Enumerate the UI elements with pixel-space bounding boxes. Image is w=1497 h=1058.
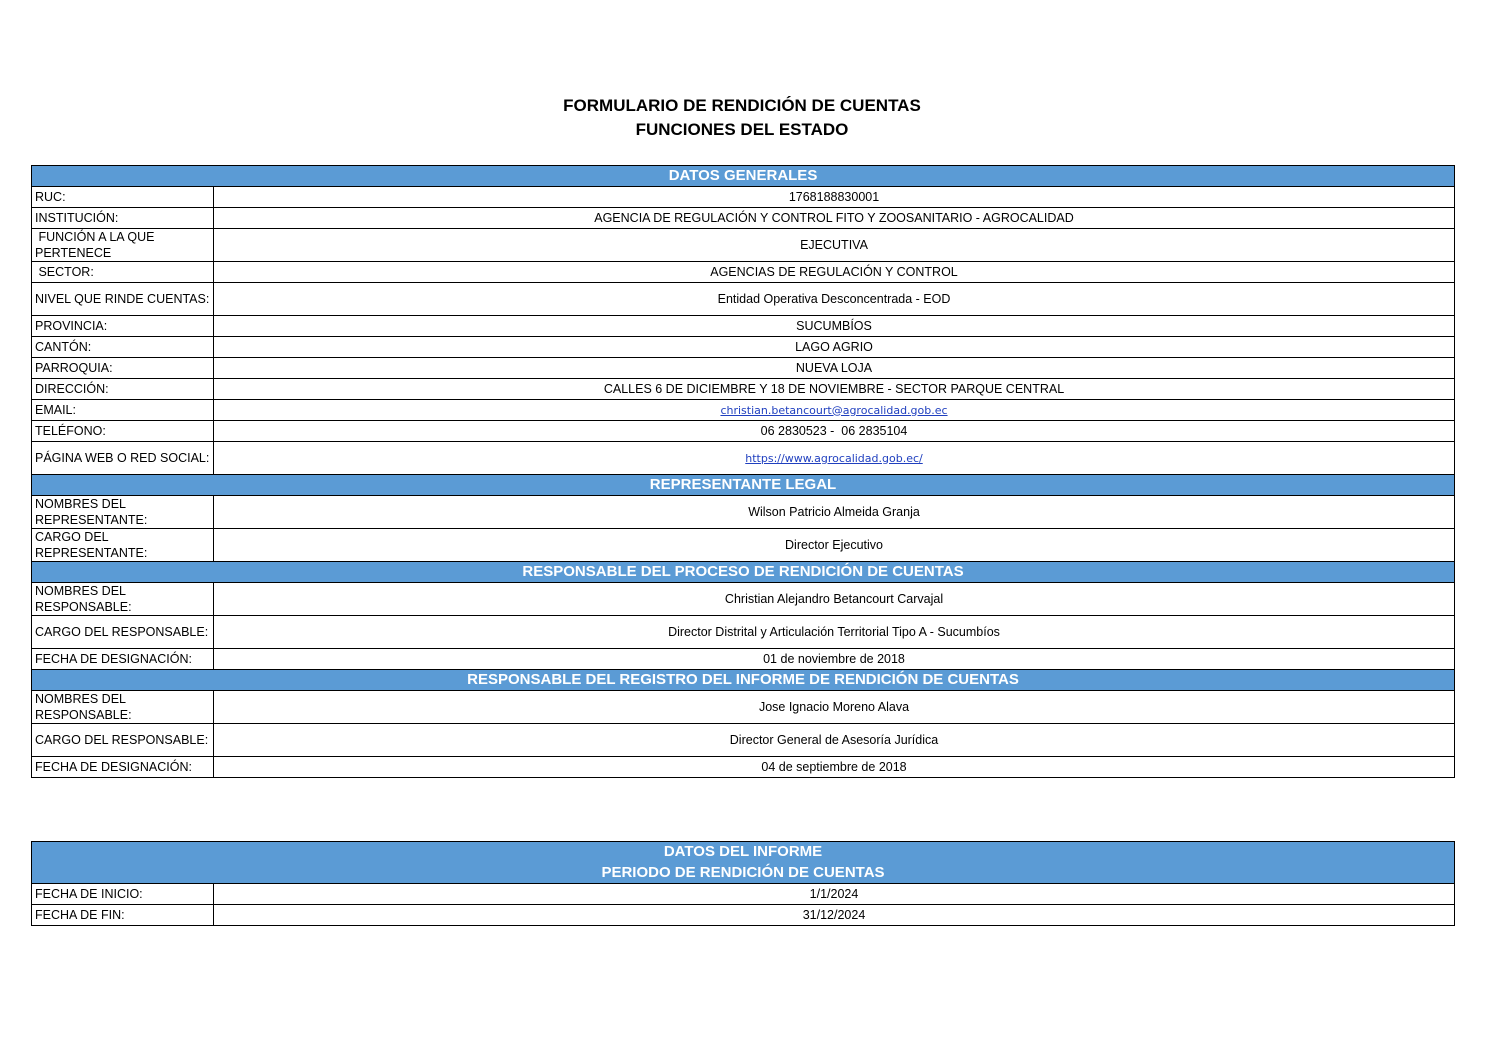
field-label: NOMBRES DEL REPRESENTANTE: bbox=[32, 496, 214, 529]
field-value: Wilson Patricio Almeida Granja bbox=[214, 496, 1455, 529]
field-label: FUNCIÓN A LA QUE PERTENECE bbox=[32, 229, 214, 262]
field-value: LAGO AGRIO bbox=[214, 337, 1455, 358]
email-link[interactable]: christian.betancourt@agrocalidad.gob.ec bbox=[720, 403, 948, 417]
field-label: FECHA DE DESIGNACIÓN: bbox=[32, 757, 214, 778]
table-row bbox=[32, 316, 1455, 337]
field-value: Jose Ignacio Moreno Alava bbox=[214, 691, 1455, 724]
section-header-periodo: PERIODO DE RENDICIÓN DE CUENTAS bbox=[32, 863, 1455, 884]
field-label: PROVINCIA: bbox=[32, 316, 214, 337]
field-value: CALLES 6 DE DICIEMBRE Y 18 DE NOVIEMBRE - SECTOR PARQUE CENTRAL bbox=[214, 379, 1455, 400]
field-label: CARGO DEL REPRESENTANTE: bbox=[32, 529, 214, 562]
field-label: INSTITUCIÓN: bbox=[32, 208, 214, 229]
table-row bbox=[32, 262, 1455, 283]
section-header-representante: REPRESENTANTE LEGAL bbox=[32, 475, 1455, 496]
field-value: 31/12/2024 bbox=[214, 905, 1455, 926]
field-value: AGENCIAS DE REGULACIÓN Y CONTROL bbox=[214, 262, 1455, 283]
field-value: Entidad Operativa Desconcentrada - EOD bbox=[214, 283, 1455, 316]
table-row bbox=[32, 442, 1455, 475]
table-row bbox=[32, 905, 1455, 926]
general-data-table bbox=[31, 165, 1455, 778]
field-value: AGENCIA DE REGULACIÓN Y CONTROL FITO Y ZOOSANITARIO - AGROCALIDAD bbox=[214, 208, 1455, 229]
table-row bbox=[32, 884, 1455, 905]
table-row bbox=[32, 358, 1455, 379]
field-label: FECHA DE INICIO: bbox=[32, 884, 214, 905]
table-row bbox=[32, 649, 1455, 670]
field-label: DIRECCIÓN: bbox=[32, 379, 214, 400]
field-label: CARGO DEL RESPONSABLE: bbox=[32, 724, 214, 757]
field-value: NUEVA LOJA bbox=[214, 358, 1455, 379]
field-value: Director Ejecutivo bbox=[214, 529, 1455, 562]
field-value: 04 de septiembre de 2018 bbox=[214, 757, 1455, 778]
section-header-responsable-registro: RESPONSABLE DEL REGISTRO DEL INFORME DE RENDICIÓN DE CUENTAS bbox=[32, 670, 1455, 691]
table-row bbox=[32, 724, 1455, 757]
table-row bbox=[32, 583, 1455, 616]
field-label: CARGO DEL RESPONSABLE: bbox=[32, 616, 214, 649]
field-label: RUC: bbox=[32, 187, 214, 208]
table-row bbox=[32, 283, 1455, 316]
field-label: FECHA DE DESIGNACIÓN: bbox=[32, 649, 214, 670]
website-link[interactable]: https://www.agrocalidad.gob.ec/ bbox=[745, 451, 923, 465]
table-row bbox=[32, 208, 1455, 229]
field-label: TELÉFONO: bbox=[32, 421, 214, 442]
table-row bbox=[32, 337, 1455, 358]
field-label: PÁGINA WEB O RED SOCIAL: bbox=[32, 442, 214, 475]
table-row bbox=[32, 187, 1455, 208]
table-row bbox=[32, 400, 1455, 421]
field-value: 06 2830523 - 06 2835104 bbox=[214, 421, 1455, 442]
field-value: EJECUTIVA bbox=[214, 229, 1455, 262]
table-row bbox=[32, 229, 1455, 262]
field-label: CANTÓN: bbox=[32, 337, 214, 358]
field-label: NOMBRES DEL RESPONSABLE: bbox=[32, 583, 214, 616]
field-value: 01 de noviembre de 2018 bbox=[214, 649, 1455, 670]
field-label: SECTOR: bbox=[32, 262, 214, 283]
field-value: Christian Alejandro Betancourt Carvajal bbox=[214, 583, 1455, 616]
table-row bbox=[32, 496, 1455, 529]
form-subtitle: FUNCIONES DEL ESTADO bbox=[635, 120, 849, 139]
field-label: NIVEL QUE RINDE CUENTAS: bbox=[32, 283, 214, 316]
form-title: FORMULARIO DE RENDICIÓN DE CUENTAS bbox=[563, 96, 921, 115]
field-value: 1/1/2024 bbox=[214, 884, 1455, 905]
table-row bbox=[32, 691, 1455, 724]
report-data-table bbox=[31, 841, 1455, 926]
field-value: SUCUMBÍOS bbox=[214, 316, 1455, 337]
table-row bbox=[32, 529, 1455, 562]
field-label: FECHA DE FIN: bbox=[32, 905, 214, 926]
field-label: NOMBRES DEL RESPONSABLE: bbox=[32, 691, 214, 724]
table-row bbox=[32, 421, 1455, 442]
field-value: Director Distrital y Articulación Territorial Tipo A - Sucumbíos bbox=[214, 616, 1455, 649]
field-label: PARROQUIA: bbox=[32, 358, 214, 379]
table-row bbox=[32, 616, 1455, 649]
field-label: EMAIL: bbox=[32, 400, 214, 421]
section-header-responsable-proceso: RESPONSABLE DEL PROCESO DE RENDICIÓN DE CUENTAS bbox=[32, 562, 1455, 583]
field-value: 1768188830001 bbox=[214, 187, 1455, 208]
section-header-datos-generales: DATOS GENERALES bbox=[32, 166, 1455, 187]
table-row bbox=[32, 379, 1455, 400]
section-header-datos-informe: DATOS DEL INFORME bbox=[32, 842, 1455, 863]
field-value: Director General de Asesoría Jurídica bbox=[214, 724, 1455, 757]
table-row bbox=[32, 757, 1455, 778]
